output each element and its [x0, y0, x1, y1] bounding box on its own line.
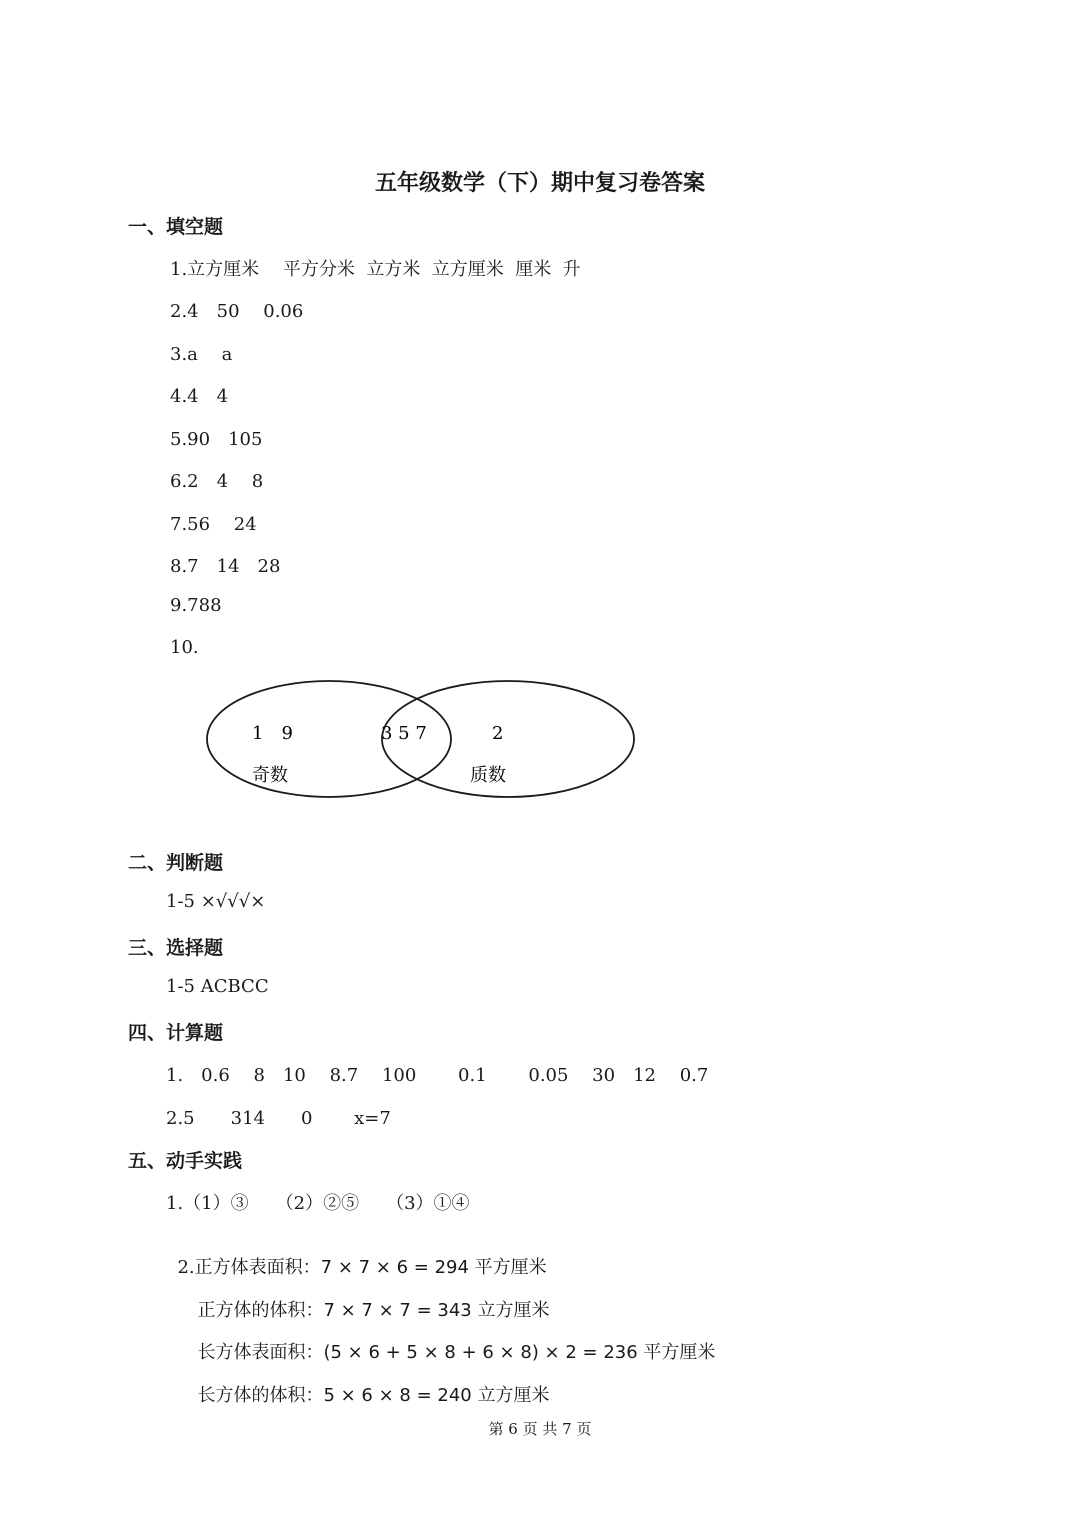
answer-line: 3.a a: [170, 344, 233, 365]
page-title: 五年级数学（下）期中复习卷答案: [374, 170, 705, 196]
venn-right-numbers: 2: [492, 723, 504, 744]
formula-line: [166, 1232, 547, 1279]
formula-label: 长方体的体积：: [197, 1385, 324, 1406]
answer-line: 9.788: [170, 595, 222, 616]
section-heading-fill-blank: 一、填空题: [128, 216, 224, 238]
section-heading-practice: 五、动手实践: [128, 1150, 243, 1172]
page-footer: 第 6 页 共 7 页: [488, 1420, 592, 1438]
answer-line: 2.4 50 0.06: [170, 301, 304, 322]
formula-unit: 平方厘米: [468, 1257, 547, 1278]
formula-unit: 立方厘米: [471, 1300, 550, 1321]
answer-line: 1.（1）③ （2）②⑤ （3）①④: [166, 1193, 470, 1214]
formula-expression: 7 × 7 × 6 = 294: [320, 1257, 469, 1278]
formula-expression: (5 × 6 + 5 × 8 + 6 × 8) × 2 = 236: [323, 1342, 638, 1363]
answer-line: 5.90 105: [170, 429, 263, 450]
answer-line: 4.4 4: [170, 386, 229, 407]
formula-label: 正方体的体积：: [197, 1300, 324, 1321]
section-heading-choice: 三、选择题: [128, 937, 224, 959]
formula-unit: 平方厘米: [637, 1342, 716, 1363]
section-heading-calculation: 四、计算题: [128, 1022, 224, 1044]
answer-line: 1.立方厘米 平方分米 立方米 立方厘米 厘米 升: [170, 259, 581, 280]
formula-line: [186, 1275, 549, 1322]
venn-intersection-numbers: 3 5 7: [381, 723, 427, 744]
answer-line: 1. 0.6 8 10 8.7 100 0.1 0.05 30 12 0.7: [166, 1065, 709, 1086]
answer-line: 10.: [170, 637, 199, 658]
formula-unit: 立方厘米: [471, 1385, 550, 1406]
venn-left-label: 奇数: [252, 765, 288, 786]
formula-expression: 7 × 7 × 7 = 343: [323, 1300, 472, 1321]
answer-line: 1-5 ×√√√×: [166, 891, 266, 912]
answer-line: 7.56 24: [170, 514, 257, 535]
formula-label: 2.正方体表面积：: [177, 1257, 321, 1278]
answer-line: 8.7 14 28: [170, 556, 281, 577]
answer-line: 1-5 ACBCC: [166, 976, 269, 997]
venn-left-numbers: 1 9: [252, 723, 293, 744]
answer-line: 2.5 314 0 x=7: [166, 1108, 391, 1129]
formula-line: [186, 1360, 549, 1407]
formula-line: [186, 1317, 715, 1364]
formula-expression: 5 × 6 × 8 = 240: [323, 1385, 472, 1406]
venn-diagram: [200, 675, 640, 805]
formula-label: 长方体表面积：: [197, 1342, 324, 1363]
section-heading-judgment: 二、判断题: [128, 852, 224, 874]
answer-line: 6.2 4 8: [170, 471, 264, 492]
venn-right-label: 质数: [470, 765, 506, 786]
